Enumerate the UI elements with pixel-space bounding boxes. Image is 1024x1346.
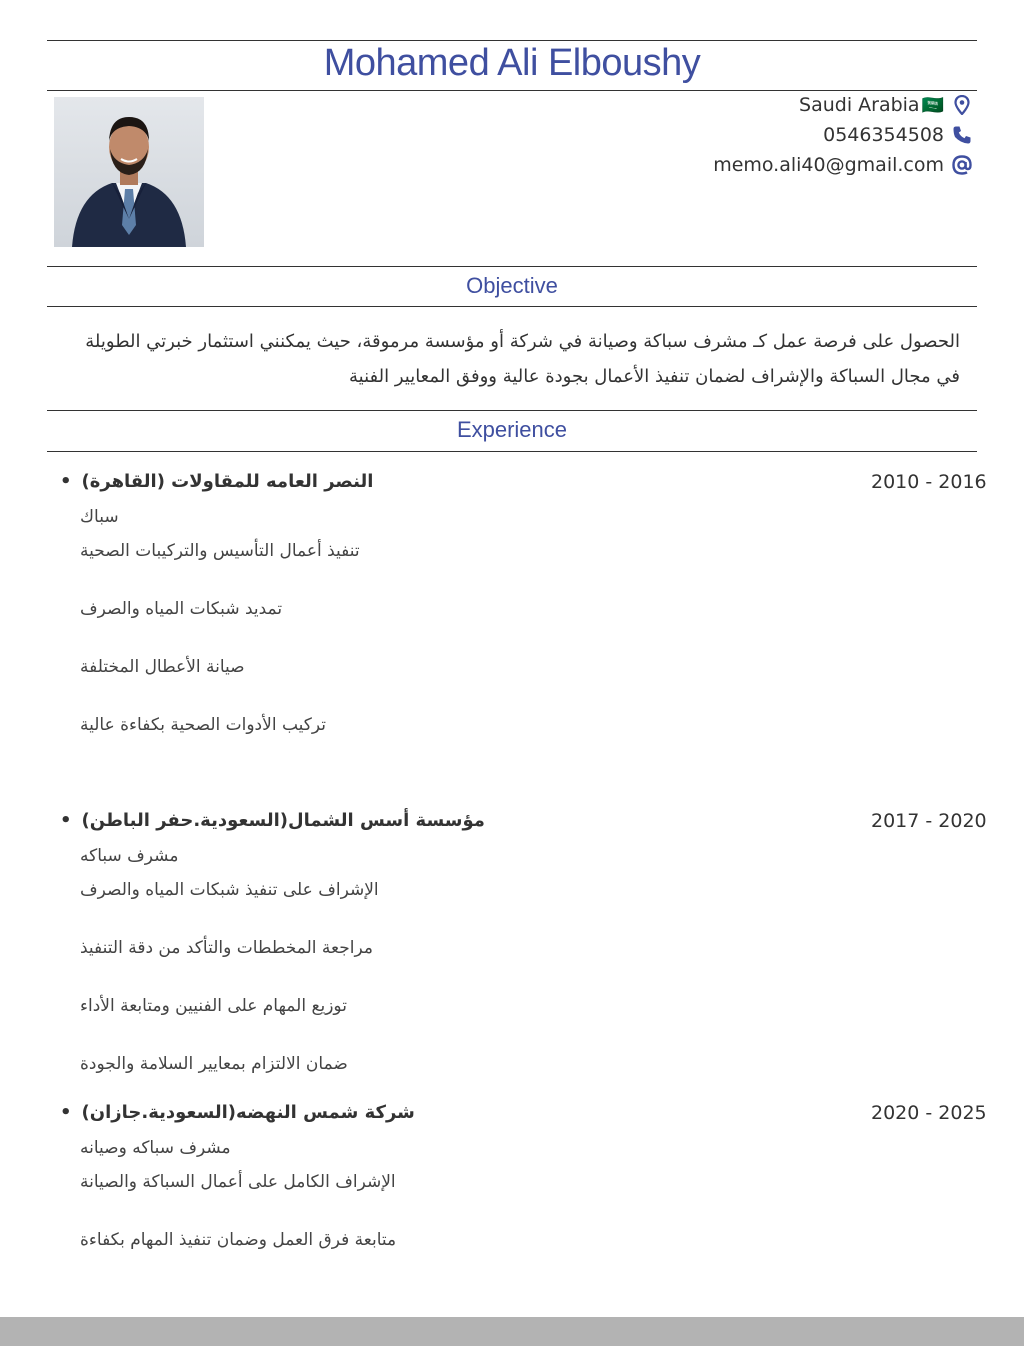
job-duty: تنفيذ أعمال التأسيس والتركيبات الصحية — [80, 541, 360, 561]
job-duty: الإشراف على تنفيذ شبكات المياه والصرف — [80, 880, 379, 900]
job-duty: تركيب الأدوات الصحية بكفاءة عالية — [80, 715, 326, 735]
job-duty: متابعة فرق العمل وضمان تنفيذ المهام بكفاءة — [80, 1230, 397, 1250]
job-role: مشرف سباكه — [80, 846, 179, 866]
job-dates: 2010 - 2016 — [871, 471, 987, 493]
job-company — [60, 1102, 415, 1123]
job-company — [60, 471, 373, 492]
location-pin-icon — [952, 95, 972, 115]
experience-title: Experience — [456, 417, 568, 442]
job-role: سباك — [80, 507, 119, 527]
objective-top-rule — [47, 266, 977, 267]
contact-email — [713, 154, 972, 176]
job-company — [60, 810, 485, 831]
contact-phone — [823, 124, 972, 146]
phone-icon — [952, 125, 972, 145]
job-duty: تمديد شبكات المياه والصرف — [80, 599, 283, 619]
bullet-icon: • — [60, 1102, 72, 1123]
experience-top-rule — [47, 410, 977, 411]
job-duty: توزيع المهام على الفنيين ومتابعة الأداء — [80, 996, 347, 1016]
job-dates: 2020 - 2025 — [871, 1102, 987, 1124]
candidate-name: Mohamed Ali Elboushy — [323, 42, 701, 84]
objective-bottom-rule — [47, 306, 977, 307]
name-rule — [47, 90, 977, 91]
bullet-icon: • — [60, 810, 72, 831]
job-duty: الإشراف الكامل على أعمال السباكة والصيانة — [80, 1172, 396, 1192]
job-dates: 2017 - 2020 — [871, 810, 987, 832]
location-text: Saudi Arabia — [799, 94, 920, 116]
company-name: شركة شمس النهضه(السعودية.جازان) — [81, 1102, 415, 1123]
job-role: مشرف سباكه وصيانه — [80, 1138, 231, 1158]
job-duty: صيانة الأعطال المختلفة — [80, 657, 245, 677]
page-footer-bar — [0, 1317, 1024, 1346]
company-name: مؤسسة أسس الشمال(السعودية.حفر الباطن) — [81, 810, 485, 831]
phone-text[interactable]: 0546354508 — [823, 124, 944, 146]
email-text[interactable]: memo.ali40@gmail.com — [713, 154, 944, 176]
bullet-icon: • — [60, 471, 72, 492]
profile-photo — [54, 97, 204, 247]
at-sign-icon — [952, 155, 972, 175]
job-duty: ضمان الالتزام بمعايير السلامة والجودة — [80, 1054, 348, 1074]
saudi-flag-icon: 🇸🇦 — [921, 94, 944, 116]
objective-title: Objective — [466, 273, 558, 298]
company-name: النصر العامه للمقاولات (القاهرة) — [81, 471, 374, 492]
job-duty: مراجعة المخططات والتأكد من دقة التنفيذ — [80, 938, 373, 958]
objective-text: الحصول على فرصة عمل كـ مشرف سباكة وصيانة في شركة أو مؤسسة مرموقة، حيث يمكنني استثمار خبرتي الطويلة في مجال السباكة والإشراف لضمان تنفيذ الأعمال بجودة عالية ووفق المعايير الفنية — [85, 331, 960, 387]
top-rule — [47, 40, 977, 41]
contact-location — [799, 94, 972, 116]
experience-bottom-rule — [47, 451, 977, 452]
